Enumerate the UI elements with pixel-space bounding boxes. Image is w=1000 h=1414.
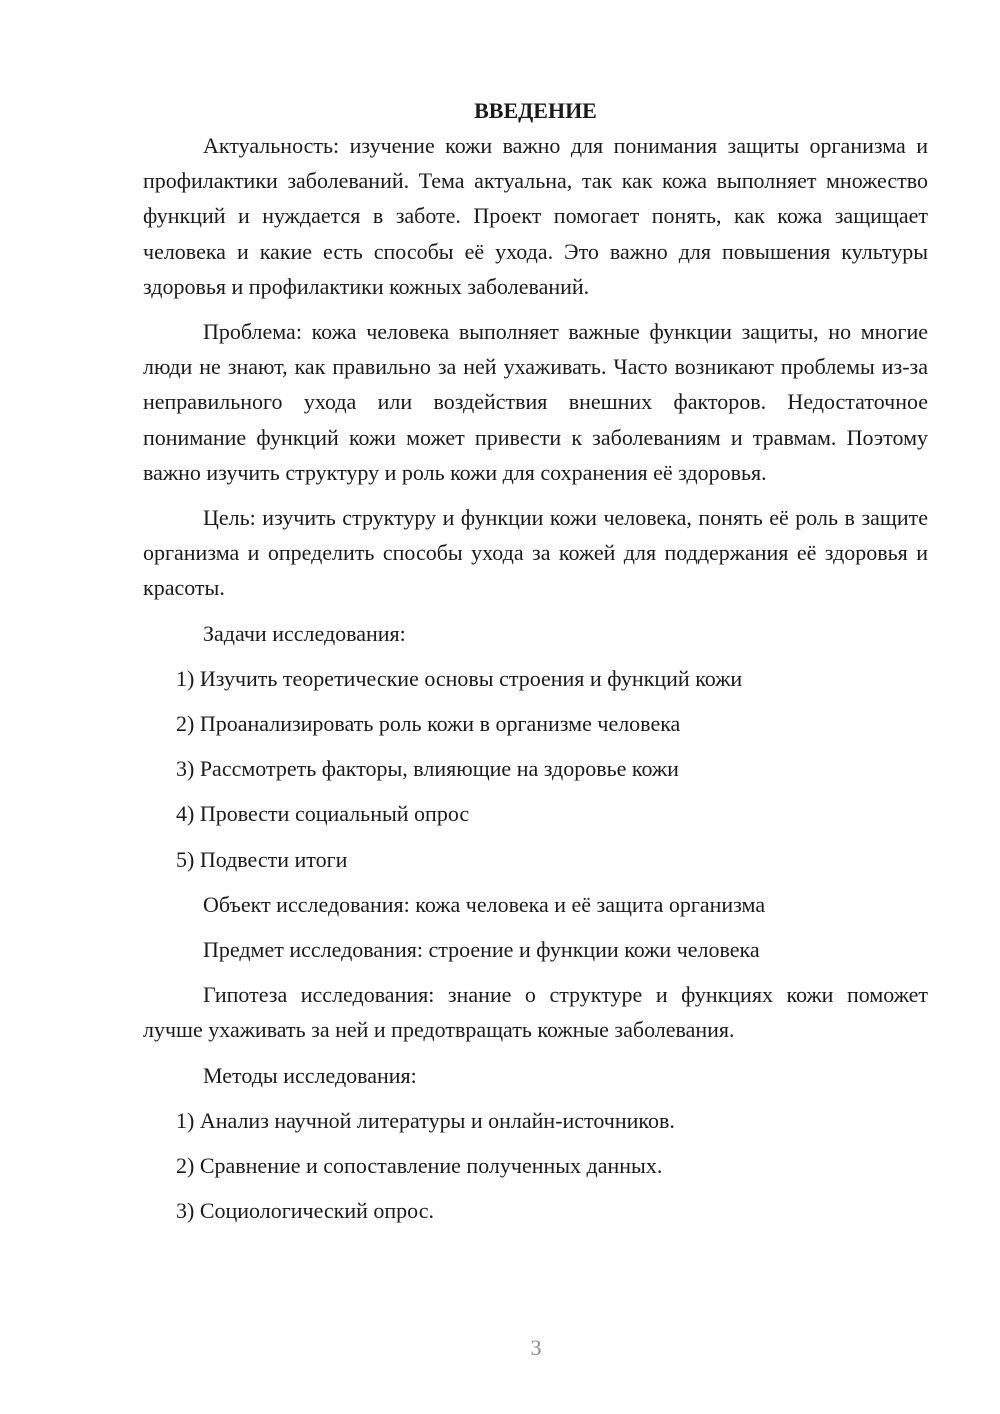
method-item-2: 2) Сравнение и сопоставление полученных данных. [176,1153,663,1179]
task-item-5: 5) Подвести итоги [176,846,348,872]
page-title: ВВЕДЕНИЕ [474,98,597,123]
hypothesis-paragraph: Гипотеза исследования: знание о структуре и функциях кожи поможет лучше ухаживать за ней и предотвращать кожные заболевания. [143,982,928,1043]
methods-list [143,1103,928,1229]
method-item-3: 3) Социологический опрос. [176,1198,434,1224]
research-subject: Предмет исследования: строение и функции кожи человека [203,937,760,963]
methods-heading: Методы исследования: [203,1062,417,1088]
task-item-3: 3) Рассмотреть факторы, влияющие на здоровье кожи [176,756,679,782]
tasks-heading: Задачи исследования: [203,620,406,646]
tasks-list [143,661,928,877]
page-number: 3 [530,1335,542,1360]
research-object: Объект исследования: кожа человека и её защита организма [203,891,766,917]
method-item-1: 1) Анализ научной литературы и онлайн-источников. [176,1107,675,1133]
problem-paragraph: Проблема: кожа человека выполняет важные функции защиты, но многие люди не знают, как правильно за ней ухаживать. Часто возникают проблемы из-за неправильного ухода или воздействия внешних факторов. Недостаточное понимание функций кожи может привести к заболеваниям и травмам. Поэтому важно изучить структуру и роль кожи для сохранения её здоровья. [143,319,928,485]
document-page [143,96,928,1238]
task-item-2: 2) Проанализировать роль кожи в организме человека [176,711,681,737]
goal-paragraph: Цель: изучить структуру и функции кожи человека, понять её роль в защите организма и определить способы ухода за кожей для поддержания её здоровья и красоты. [143,505,928,601]
relevance-paragraph: Актуальность: изучение кожи важно для понимания защиты организма и профилактики заболеваний. Тема актуальна, так как кожа выполняет множество функций и нуждается в заботе. Проект помогает понять, как кожа защищает человека и какие есть способы её ухода. Это важно для повышения культуры здоровья и профилактики кожных заболеваний. [143,133,928,299]
task-item-4: 4) Провести социальный опрос [176,801,470,827]
task-item-1: 1) Изучить теоретические основы строения и функций кожи [176,665,743,691]
